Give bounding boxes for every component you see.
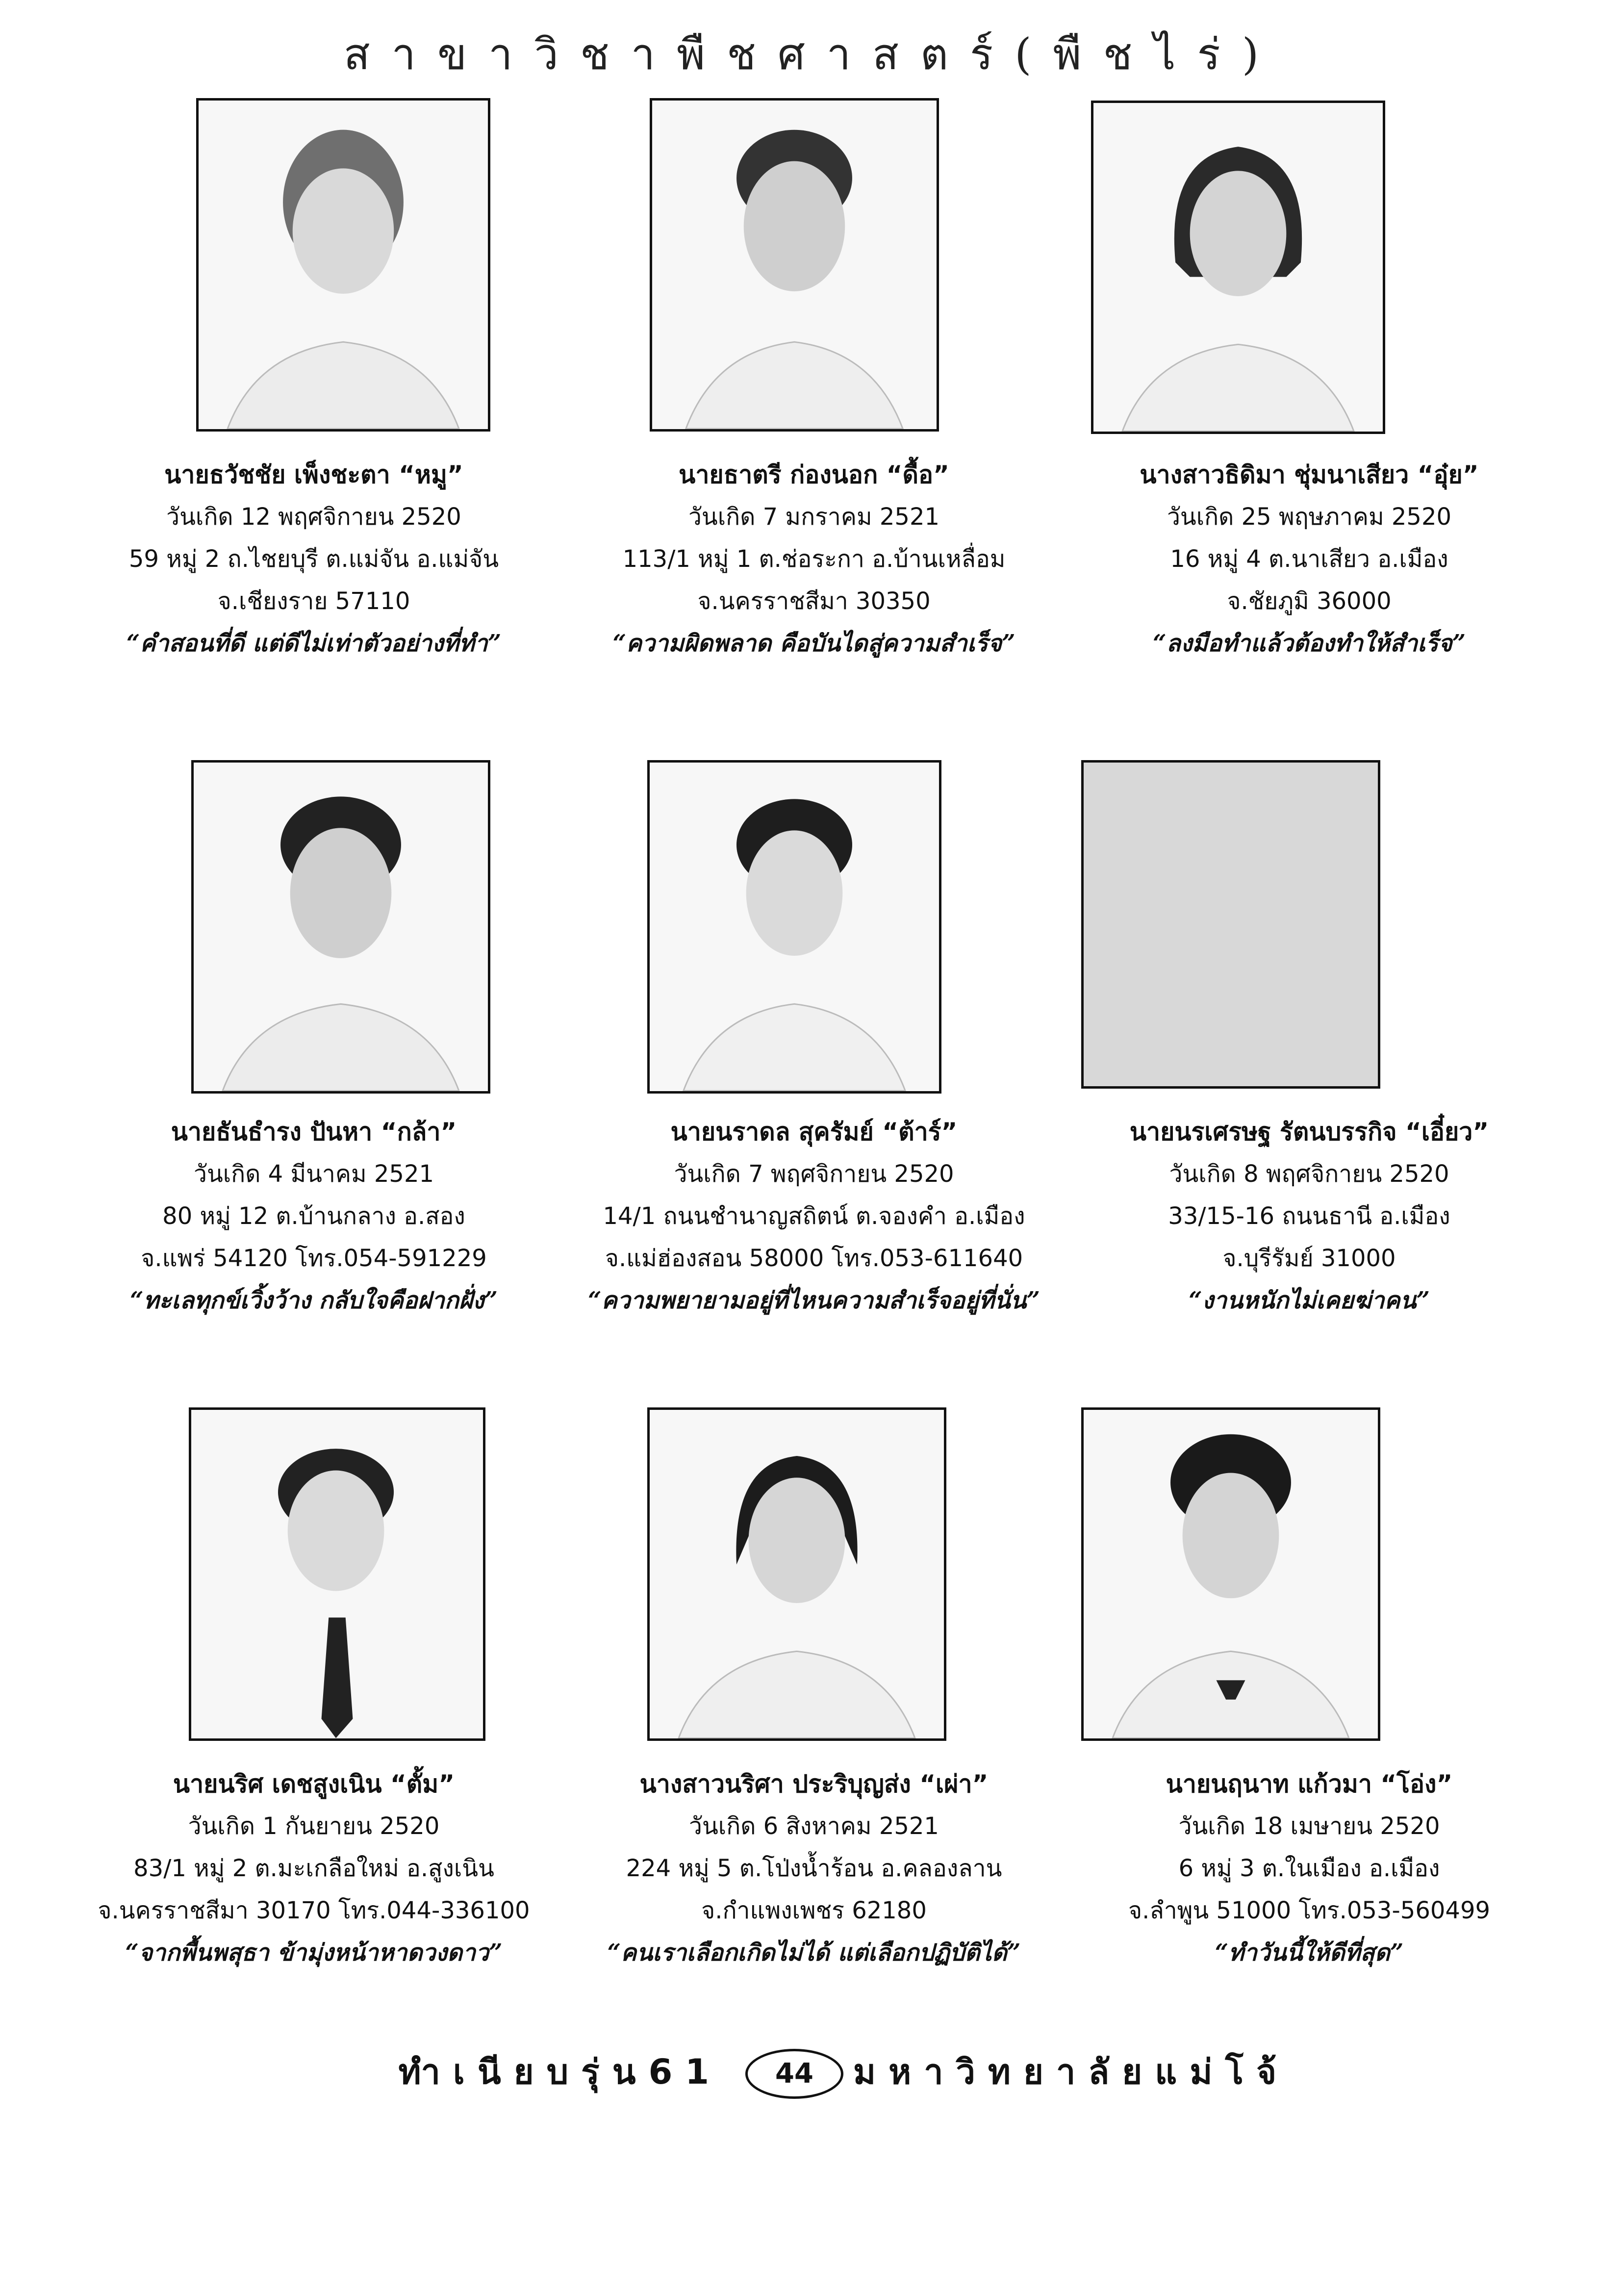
birth-date: วันเกิด 6 สิงหาคม 2521	[689, 1812, 939, 1840]
address-line-2: จ.แม่ฮ่องสอน 58000 โทร.053-611640	[605, 1245, 1023, 1272]
footer-yearbook-title: ทำเนียบรุ่น61	[398, 2052, 722, 2092]
motto: “ความพยายามอยู่ที่ไหนความสำเร็จอยู่ที่นั่น”	[588, 1287, 1040, 1314]
portrait-icon	[1084, 1410, 1378, 1738]
person-name: นายนฤนาท แก้วมา “โอ่ง”	[1166, 1770, 1453, 1798]
portrait-photo	[650, 98, 939, 432]
person-name: นางสาวธิดิมา ชุ่มนาเสียว “อุ๋ย”	[1140, 460, 1479, 489]
person-name: นางสาวนริศา ประริบุญส่ง “เผ่า”	[639, 1770, 989, 1798]
portrait-photo	[647, 760, 941, 1094]
motto: “คนเราเลือกเกิดไม่ได้ แต่เลือกปฏิบัติได้”	[607, 1939, 1021, 1966]
birth-date: วันเกิด 1 กันยายน 2520	[188, 1812, 440, 1840]
portrait-icon	[191, 1410, 483, 1738]
motto: “งานหนักไม่เคยฆ่าคน”	[1189, 1287, 1430, 1314]
portrait-icon	[194, 763, 488, 1091]
address-line-2: จ.นครราชสีมา 30350	[697, 587, 931, 615]
person-name: นายนราดล สุครัมย์ “ต้าร์”	[670, 1118, 958, 1146]
person-name: นายนริศ เดชสูงเนิน “ตั้ม”	[173, 1770, 455, 1798]
address-line-2: จ.ชัยภูมิ 36000	[1227, 587, 1392, 615]
motto: “ทำวันนี้ให้ดีที่สุด”	[1215, 1939, 1404, 1966]
person-name: นายธาตรี ก่องนอก “ดื้อ”	[679, 460, 949, 489]
portrait-icon	[1093, 103, 1383, 432]
address-line-1: 6 หมู่ 3 ต.ในเมือง อ.เมือง	[1178, 1855, 1440, 1882]
portrait-photo	[1091, 101, 1385, 434]
portrait-icon	[650, 1410, 944, 1738]
motto: “คำสอนที่ดี แต่ดีไม่เท่าตัวอย่างที่ทำ”	[126, 630, 502, 657]
birth-date: วันเกิด 4 มีนาคม 2521	[193, 1160, 434, 1188]
portrait-photo	[189, 1407, 485, 1741]
birth-date: วันเกิด 25 พฤษภาคม 2520	[1167, 503, 1452, 531]
address-line-2: จ.เชียงราย 57110	[217, 587, 410, 615]
address-line-1: 59 หมู่ 2 ถ.ไชยบุรี ต.แม่จัน อ.แม่จัน	[128, 545, 499, 573]
motto: “ทะเลทุกข์เวิ้งว้าง กลับใจคือฝากฝั่ง”	[130, 1287, 498, 1314]
address-line-1: 113/1 หมู่ 1 ต.ช่อระกา อ.บ้านเหลื่อม	[622, 545, 1006, 573]
address-line-2: จ.แพร่ 54120 โทร.054-591229	[141, 1245, 487, 1272]
portrait-icon	[652, 101, 937, 429]
portrait-photo	[647, 1407, 946, 1741]
person-name: นายธันธำรง ปันหา “กล้า”	[171, 1118, 457, 1146]
portrait-photo	[191, 760, 490, 1094]
address-line-1: 83/1 หมู่ 2 ต.มะเกลือใหม่ อ.สูงเนิน	[133, 1855, 494, 1882]
birth-date: วันเกิด 7 มกราคม 2521	[688, 503, 940, 531]
motto: “ความผิดพลาด คือบันไดสู่ความสำเร็จ”	[612, 630, 1015, 657]
birth-date: วันเกิด 7 พฤศจิกายน 2520	[674, 1160, 954, 1188]
address-line-1: 14/1 ถนนชำนาญสถิตน์ ต.จองคำ อ.เมือง	[603, 1202, 1025, 1230]
portrait-icon	[199, 101, 488, 429]
address-line-1: 16 หมู่ 4 ต.นาเสียว อ.เมือง	[1170, 545, 1448, 573]
address-line-2: จ.ลำพูน 51000 โทร.053-560499	[1128, 1897, 1491, 1924]
address-line-2: จ.กำแพงเพชร 62180	[701, 1897, 927, 1924]
address-line-2: จ.นครราชสีมา 30170 โทร.044-336100	[98, 1897, 530, 1924]
portrait-photo	[196, 98, 490, 432]
address-line-1: 33/15-16 ถนนธานี อ.เมือง	[1168, 1202, 1450, 1230]
address-line-1: 224 หมู่ 5 ต.โป่งน้ำร้อน อ.คลองลาน	[626, 1855, 1002, 1882]
address-line-2: จ.บุรีรัมย์ 31000	[1222, 1245, 1396, 1272]
page-footer	[0, 2045, 1624, 2099]
portrait-photo	[1081, 1407, 1380, 1741]
footer-university-name: มหาวิทยาลัยแม่โจ้	[853, 2052, 1290, 2092]
birth-date: วันเกิด 8 พฤศจิกายน 2520	[1169, 1160, 1449, 1188]
page-title: สาขาวิชาพืชศาสตร์(พืชไร่)	[343, 29, 1281, 79]
birth-date: วันเกิด 12 พฤศจิกายน 2520	[166, 503, 461, 531]
page-number: 44	[745, 2049, 843, 2099]
address-line-1: 80 หมู่ 12 ต.บ้านกลาง อ.สอง	[162, 1202, 465, 1230]
motto: “ลงมือทำแล้วต้องทำให้สำเร็จ”	[1152, 630, 1466, 657]
person-name: นายนรเศรษฐ รัตนบรรกิจ “เอี๋ยว”	[1129, 1118, 1489, 1146]
person-name: นายธวัชชัย เพ็งชะตา “หมู”	[164, 460, 463, 489]
blank-photo-placeholder	[1081, 760, 1380, 1089]
birth-date: วันเกิด 18 เมษายน 2520	[1178, 1812, 1440, 1840]
motto: “จากพื้นพสุธา ข้ามุ่งหน้าหาดวงดาว”	[125, 1939, 503, 1966]
portrait-icon	[650, 763, 939, 1091]
